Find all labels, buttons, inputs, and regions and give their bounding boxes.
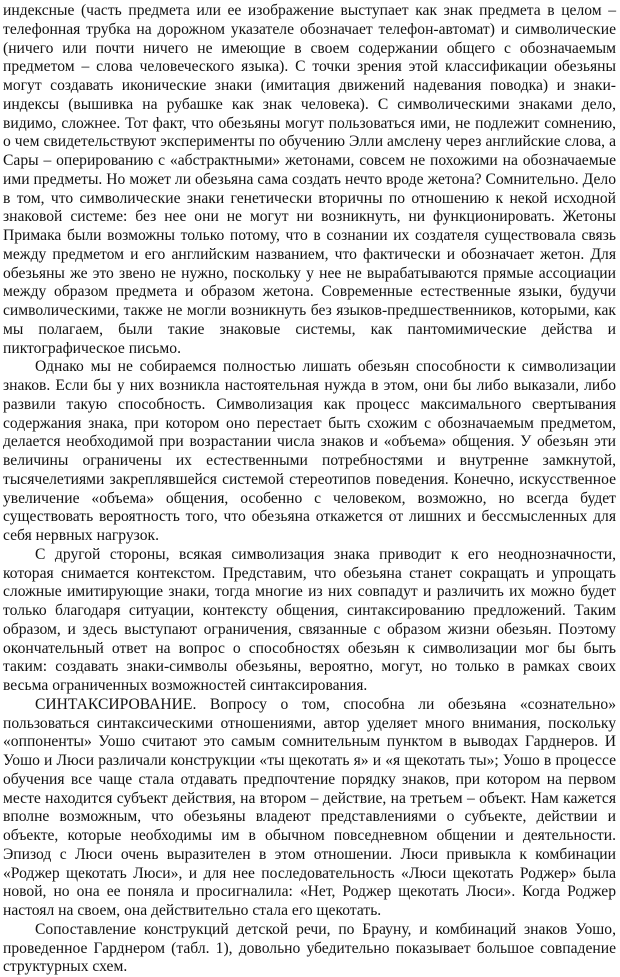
paragraph-1: индексные (часть предмета или ее изображение выступает как знак предмета в целом – телефонная трубка на дорожном указателе обозначает телефон-автомат) и символические (ничего или почти ничего не имеющие в своем содержании общего с обозначаемым предметом – слова человеческого языка). С точки зрения этой классификации обезьяны могут создавать иконические знаки (имитация движений надевания поводка) и знаки-индексы (вышивка на рубашке как знак человека). С символическими знаками дело, видимо, сложнее. Тот факт, что обезьяны могут пользоваться ими, не подлежит сомнению, о чем свидетельствуют эксперименты по обучению Элли амслену через английские слова, а Сары – оперированию с «абстрактными» жетонами, совсем не похожими на обозначаемые ими предметы. Но может ли обезьяна сама создать нечто вроде жетона? Сомнительно. Дело в том, что символические знаки генетически вторичны по отношению к некой исходной знаковой системе: без нее они не могут ни возникнуть, ни функционировать. Жетоны Примака были возможны только потому, что в сознании их создателя существовала связь между предметом и его английским названием, что фактически и обозначает жетон. Для обезьяны же это звено не нужно, поскольку у нее не вырабатываются прямые ассоциации между образом предмета и образом жетона. Современные естественные языки, будучи символическими, также не могли возникнуть без языков-предшественников, которыми, как мы полагаем, были такие знаковые системы, как пантомимические действа и пиктографическое письмо. <box>3 2 616 357</box>
paragraph-3: С другой стороны, всякая символизация знака приводит к его неоднозначности, которая снимается контекстом. Представим, что обезьяна станет сокращать и упрощать сложные имитирующие знаки, тогда многие из них совпадут и различить их можно будет только благодаря ситуации, контексту общения, синтаксированию предложений. Таким образом, и здесь выступают ограничения, связанные с образом жизни обезьян. Поэтому окончательный ответ на вопрос о способностях обезьян к символизации мог бы быть таким: создавать знаки-символы обезьяны, вероятно, могут, но только в рамках своих весьма ограниченных возможностей синтаксирования. <box>3 545 616 694</box>
document-page <box>3 2 616 977</box>
paragraph-5: Сопоставление конструкций детской речи, по Брауну, и комбинаций знаков Уошо, проведенное Гарднером (табл. 1), довольно убедительно показывает большое совпадение структурных схем. <box>3 920 616 976</box>
paragraph-2: Однако мы не собираемся полностью лишать обезьян способности к символизации знаков. Если бы у них возникла настоятельная нужда в этом, они бы либо выказали, либо развили такую способность. Символизация как процесс максимального свертывания содержания знака, при котором оно перестает быть схожим с обозначаемым предметом, делается необходимой при возрастании числа знаков и «объема» общения. У обезьян эти величины ограничены их естественными потребностями и внутренне замкнутой, тысячелетиями закреплявшейся системой стереотипов поведения. Конечно, искусственное увеличение «объема» общения, особенно с человеком, возможно, но всегда будет существовать вероятность того, что обезьяна откажется от лишних и бессмысленных для себя нервных нагрузок. <box>3 358 616 544</box>
paragraph-4: СИНТАКСИРОВАНИЕ. Вопросу о том, способна ли обезьяна «сознательно» пользоваться синтаксическими отношениями, автор уделяет много внимания, поскольку «оппоненты» Уошо считают это самым сомнительным пунктом в выводах Гарднеров. И Уошо и Люси различали конструкции «ты щекотать я» и «я щекотать ты»; Уошо в процессе обучения все чаще стала отдавать предпочтение порядку знаков, при котором на первом месте находится субъект действия, на втором – действие, на третьем – объект. Нам кажется вполне возможным, что обезьяны владеют представлениями о субъекте, действии и объекте, которые необходимы им в обычном повседневном общении и деятельности. Эпизод с Люси очень выразителен в этом отношении. Люси привыкла к комбинации «Роджер щекотать Люси», и для нее последовательность «Люси щекотать Роджер» была новой, но она ее поняла и просигналила: «Нет, Роджер щекотать Люси». Когда Роджер настоял на своем, она действительно стала его щекотать. <box>3 695 616 919</box>
